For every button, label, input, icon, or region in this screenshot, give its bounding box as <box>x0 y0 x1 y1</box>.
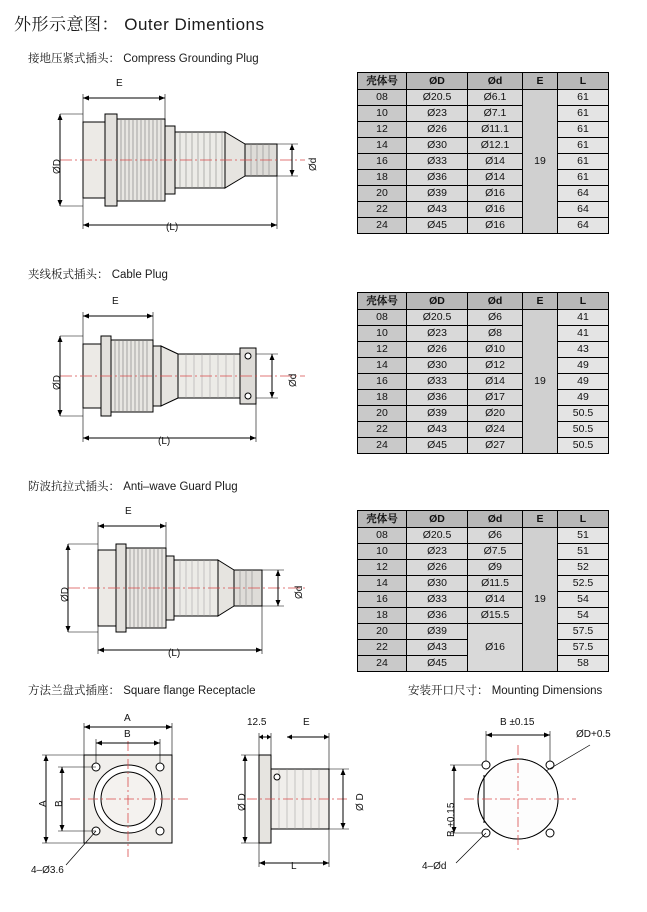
table-compress-grounding-plug <box>357 72 609 234</box>
th-E-1: E <box>523 73 558 90</box>
dim-E-label-3: E <box>125 506 132 517</box>
cell-D: Ø43 <box>407 202 468 218</box>
th-code-1: 壳体号 <box>358 73 407 90</box>
cell-D: Ø39 <box>407 186 468 202</box>
cell-L: 61 <box>558 154 609 170</box>
cell-d: Ø12.1 <box>468 138 523 154</box>
cell-d: Ø14 <box>468 170 523 186</box>
cell-d: Ø15.5 <box>468 608 523 624</box>
dim-d-label-1: Ød <box>308 157 319 171</box>
cell-D: Ø30 <box>407 138 468 154</box>
cell-L: 64 <box>558 218 609 234</box>
section-2-drawing <box>20 286 340 461</box>
cell-d: Ø9 <box>468 560 523 576</box>
table-row <box>358 390 609 406</box>
table-row <box>358 138 609 154</box>
cell-L: 61 <box>558 170 609 186</box>
cell-code: 16 <box>358 154 407 170</box>
cell-code: 10 <box>358 106 407 122</box>
cell-D: Ø36 <box>407 608 468 624</box>
cell-L: 61 <box>558 138 609 154</box>
th-code-2: 壳体号 <box>358 293 407 310</box>
dim-B-left-label: B <box>54 800 65 807</box>
cell-D: Ø45 <box>407 656 468 672</box>
table-row <box>358 406 609 422</box>
cell-code: 22 <box>358 422 407 438</box>
cell-d: Ø14 <box>468 592 523 608</box>
th-D-2: ØD <box>407 293 468 310</box>
cell-code: 20 <box>358 406 407 422</box>
cell-d: Ø6.1 <box>468 90 523 106</box>
cell-code: 14 <box>358 576 407 592</box>
cell-d: Ø7.1 <box>468 106 523 122</box>
cell-d: Ø11.5 <box>468 576 523 592</box>
th-d-3: Ød <box>468 511 523 528</box>
cell-d: Ø11.1 <box>468 122 523 138</box>
cell-code: 08 <box>358 528 407 544</box>
holes-note-label: 4–Ø3.6 <box>31 865 64 876</box>
cell-L: 50.5 <box>558 406 609 422</box>
cell-d: Ø10 <box>468 342 523 358</box>
cell-L: 41 <box>558 310 609 326</box>
table-row <box>358 218 609 234</box>
table-row <box>358 438 609 454</box>
cell-d: Ø12 <box>468 358 523 374</box>
cell-D: Ø20.5 <box>407 528 468 544</box>
cell-d-merged: Ø16 <box>468 624 523 672</box>
th-L-2: L <box>558 293 609 310</box>
table-row <box>358 106 609 122</box>
cell-D: Ø23 <box>407 326 468 342</box>
dim-E-label-2: E <box>112 296 119 307</box>
dim-L-label-1: (L) <box>166 222 179 233</box>
cell-d: Ø20 <box>468 406 523 422</box>
cell-D: Ø23 <box>407 544 468 560</box>
cell-L: 50.5 <box>558 422 609 438</box>
table-row <box>358 342 609 358</box>
cell-E-merged: 19 <box>523 90 558 234</box>
cell-code: 08 <box>358 310 407 326</box>
cell-L: 50.5 <box>558 438 609 454</box>
cell-code: 14 <box>358 358 407 374</box>
cell-d: Ø16 <box>468 202 523 218</box>
th-L-1: L <box>558 73 609 90</box>
dim-A-left-label: A <box>38 800 49 807</box>
cell-code: 22 <box>358 640 407 656</box>
bottom-left-label: 方法兰盘式插座： Square flange Receptacle <box>28 685 256 697</box>
cell-code: 10 <box>358 544 407 560</box>
cell-code: 10 <box>358 326 407 342</box>
cell-D: Ø39 <box>407 406 468 422</box>
th-D-3: ØD <box>407 511 468 528</box>
cell-d: Ø7.5 <box>468 544 523 560</box>
cell-D: Ø43 <box>407 640 468 656</box>
th-L-3: L <box>558 511 609 528</box>
cell-L: 54 <box>558 592 609 608</box>
dim-D-right-side-label: Ø D <box>355 793 366 811</box>
cell-d: Ø8 <box>468 326 523 342</box>
cell-code: 14 <box>358 138 407 154</box>
table-row <box>358 202 609 218</box>
cell-d: Ø14 <box>468 154 523 170</box>
table-row <box>358 170 609 186</box>
section-3-drawing <box>20 498 340 673</box>
cell-L: 61 <box>558 90 609 106</box>
dim-D-label-1: ØD <box>52 159 63 174</box>
mounting-hole-note-label: 4–Ød <box>422 861 447 872</box>
cell-L: 52 <box>558 560 609 576</box>
table-row <box>358 154 609 170</box>
cell-D: Ø33 <box>407 154 468 170</box>
cell-D: Ø39 <box>407 624 468 640</box>
cell-E-merged: 19 <box>523 528 558 672</box>
cell-D: Ø20.5 <box>407 90 468 106</box>
square-flange-side-view <box>215 705 380 900</box>
cell-code: 12 <box>358 560 407 576</box>
cell-code: 22 <box>358 202 407 218</box>
table-row <box>358 560 609 576</box>
cell-D: Ø26 <box>407 342 468 358</box>
cell-D: Ø33 <box>407 374 468 390</box>
cell-d: Ø6 <box>468 310 523 326</box>
cell-d: Ø14 <box>468 374 523 390</box>
cell-code: 24 <box>358 656 407 672</box>
table-row <box>358 608 609 624</box>
cell-L: 64 <box>558 202 609 218</box>
cell-L: 49 <box>558 358 609 374</box>
mounting-B-top-label: B ±0.15 <box>500 717 535 728</box>
section-3-label: 防波抗拉式插头： Anti–wave Guard Plug <box>28 481 238 493</box>
table-row <box>358 624 609 640</box>
table-row <box>358 528 609 544</box>
table-row <box>358 358 609 374</box>
cell-L: 51 <box>558 528 609 544</box>
dim-D-left-side-label: Ø D <box>237 793 248 811</box>
cell-code: 18 <box>358 170 407 186</box>
dim-B-top-label: B <box>124 729 131 740</box>
cell-d: Ø16 <box>468 186 523 202</box>
dim-A-top-label: A <box>124 713 131 724</box>
table-row <box>358 186 609 202</box>
th-D-1: ØD <box>407 73 468 90</box>
cell-code: 12 <box>358 122 407 138</box>
cell-D: Ø36 <box>407 390 468 406</box>
section-1-drawing <box>20 70 340 245</box>
cell-L: 49 <box>558 374 609 390</box>
cell-code: 16 <box>358 374 407 390</box>
th-code-3: 壳体号 <box>358 511 407 528</box>
dim-D-label-2: ØD <box>52 375 63 390</box>
cell-L: 41 <box>558 326 609 342</box>
cell-D: Ø33 <box>407 592 468 608</box>
th-d-2: Ød <box>468 293 523 310</box>
table-row <box>358 122 609 138</box>
cell-d: Ø6 <box>468 528 523 544</box>
table-row <box>358 576 609 592</box>
dim-d-label-3: Ød <box>294 585 305 599</box>
cell-code: 20 <box>358 186 407 202</box>
cell-d: Ø27 <box>468 438 523 454</box>
dim-thickness-label: 12.5 <box>247 717 267 728</box>
table-row <box>358 310 609 326</box>
cell-code: 16 <box>358 592 407 608</box>
cell-L: 57.5 <box>558 624 609 640</box>
dim-E-label-1: E <box>116 78 123 89</box>
cell-L: 52.5 <box>558 576 609 592</box>
cell-L: 64 <box>558 186 609 202</box>
cell-L: 61 <box>558 106 609 122</box>
th-E-2: E <box>523 293 558 310</box>
cell-D: Ø30 <box>407 576 468 592</box>
cell-D: Ø45 <box>407 218 468 234</box>
dim-d-label-2: Ød <box>288 373 299 387</box>
table-row <box>358 90 609 106</box>
dim-D-label-3: ØD <box>60 587 71 602</box>
table-row <box>358 422 609 438</box>
cell-D: Ø26 <box>407 122 468 138</box>
section-1-label: 接地压紧式插头： Compress Grounding Plug <box>28 53 259 65</box>
cell-D: Ø43 <box>407 422 468 438</box>
cell-d: Ø16 <box>468 218 523 234</box>
cell-L: 61 <box>558 122 609 138</box>
cell-L: 58 <box>558 656 609 672</box>
cell-d: Ø17 <box>468 390 523 406</box>
cell-code: 18 <box>358 390 407 406</box>
table-row <box>358 326 609 342</box>
cell-D: Ø20.5 <box>407 310 468 326</box>
cell-code: 24 <box>358 218 407 234</box>
cell-D: Ø45 <box>407 438 468 454</box>
cell-D: Ø30 <box>407 358 468 374</box>
cell-L: 43 <box>558 342 609 358</box>
cell-code: 20 <box>358 624 407 640</box>
cell-code: 18 <box>358 608 407 624</box>
section-2-label: 夹线板式插头： Cable Plug <box>28 269 168 281</box>
cell-D: Ø36 <box>407 170 468 186</box>
th-d-1: Ød <box>468 73 523 90</box>
table-row <box>358 544 609 560</box>
bottom-right-label: 安装开口尺寸： Mounting Dimensions <box>408 685 603 697</box>
mounting-B-left-label: B ±0.15 <box>446 802 457 837</box>
dim-E-side-label: E <box>303 717 310 728</box>
square-flange-front-view <box>26 705 211 900</box>
page-title: 外形示意图： Outer Dimentions <box>14 15 265 34</box>
cell-code: 08 <box>358 90 407 106</box>
cell-L: 57.5 <box>558 640 609 656</box>
cell-E-merged: 19 <box>523 310 558 454</box>
table-cable-plug <box>357 292 609 454</box>
table-row <box>358 374 609 390</box>
mounting-dimensions-view <box>408 705 638 900</box>
cell-D: Ø26 <box>407 560 468 576</box>
cell-L: 51 <box>558 544 609 560</box>
cell-L: 54 <box>558 608 609 624</box>
mounting-D-label: ØD+0.5 <box>576 729 611 740</box>
cell-d: Ø24 <box>468 422 523 438</box>
dim-L-label-3: (L) <box>168 648 181 659</box>
dim-L-label-2: (L) <box>158 436 171 447</box>
table-anti-wave-guard-plug <box>357 510 609 672</box>
cell-code: 12 <box>358 342 407 358</box>
cell-code: 24 <box>358 438 407 454</box>
th-E-3: E <box>523 511 558 528</box>
cell-D: Ø23 <box>407 106 468 122</box>
dim-L-side-label: L <box>291 861 297 872</box>
table-row <box>358 592 609 608</box>
cell-L: 49 <box>558 390 609 406</box>
